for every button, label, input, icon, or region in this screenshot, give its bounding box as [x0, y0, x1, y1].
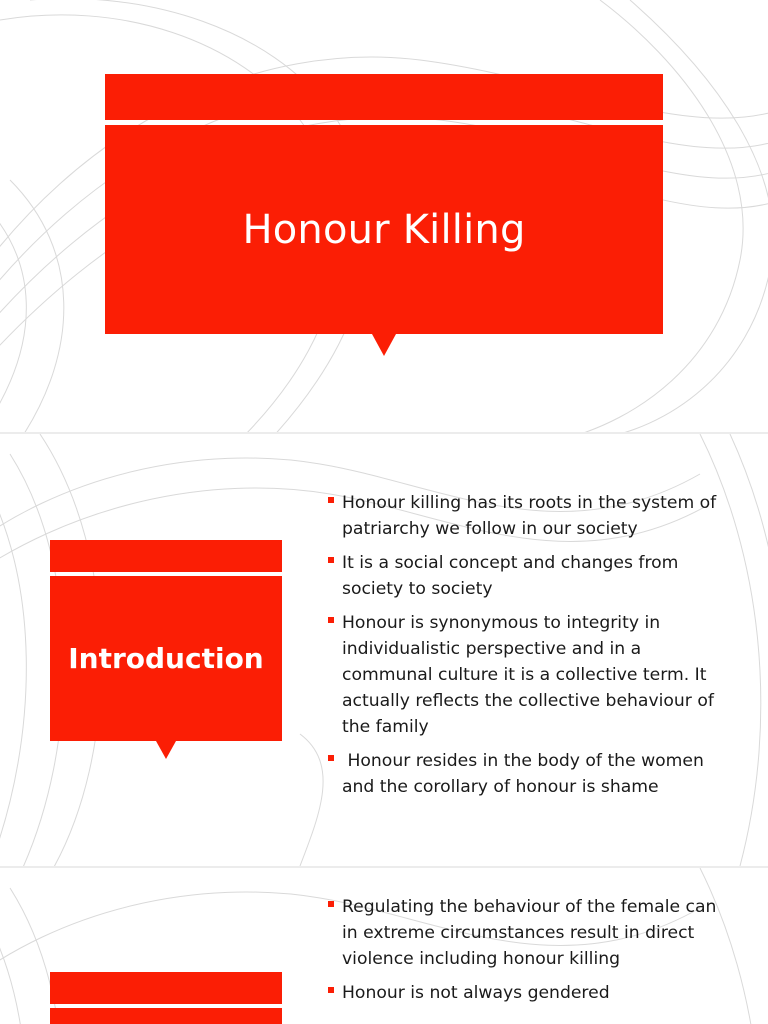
intro-title-text: Introduction: [68, 642, 264, 675]
intro-accent-bar: [50, 540, 282, 572]
slide-title: [0, 0, 768, 432]
bullet-icon: [328, 901, 334, 907]
bullet-text: Honour resides in the body of the women and the corollary of honour is shame: [342, 751, 710, 797]
title-box-pointer: [372, 334, 396, 356]
slide-introduction: [0, 434, 768, 866]
slide-title-text: Honour Killing: [242, 206, 526, 253]
list-item: [326, 490, 726, 542]
bullet-text: Honour is not always gendered: [342, 983, 610, 1003]
bullet-icon: [328, 557, 334, 563]
list-item: [326, 550, 726, 602]
list-item: [326, 610, 726, 740]
title-accent-bar: [105, 74, 663, 120]
list-item: [326, 894, 726, 972]
slide3-title-box: [50, 1008, 282, 1024]
list-item: [326, 980, 726, 1006]
bullet-icon: [328, 755, 334, 761]
slide3-accent-bar: [50, 972, 282, 1004]
list-item: [326, 748, 726, 800]
title-box: [105, 125, 663, 334]
bullet-text: Honour killing has its roots in the system of patriarchy we follow in our society: [342, 493, 717, 539]
slide3-bullet-list: [326, 894, 726, 1014]
intro-box-pointer: [156, 741, 176, 759]
bullet-icon: [328, 617, 334, 623]
bullet-text: Regulating the behaviour of the female can in extreme circumstances result in direct violence including honour killing: [342, 897, 717, 969]
bullet-icon: [328, 987, 334, 993]
bullet-icon: [328, 497, 334, 503]
intro-bullet-list: [326, 490, 726, 808]
slide-three: [0, 868, 768, 1024]
intro-title-box: [50, 576, 282, 741]
bullet-text: Honour is synonymous to integrity in individualistic perspective and in a communal culture it is a collective term. It actually reflects the collective behaviour of the family: [342, 613, 714, 737]
bullet-text: It is a social concept and changes from society to society: [342, 553, 679, 599]
